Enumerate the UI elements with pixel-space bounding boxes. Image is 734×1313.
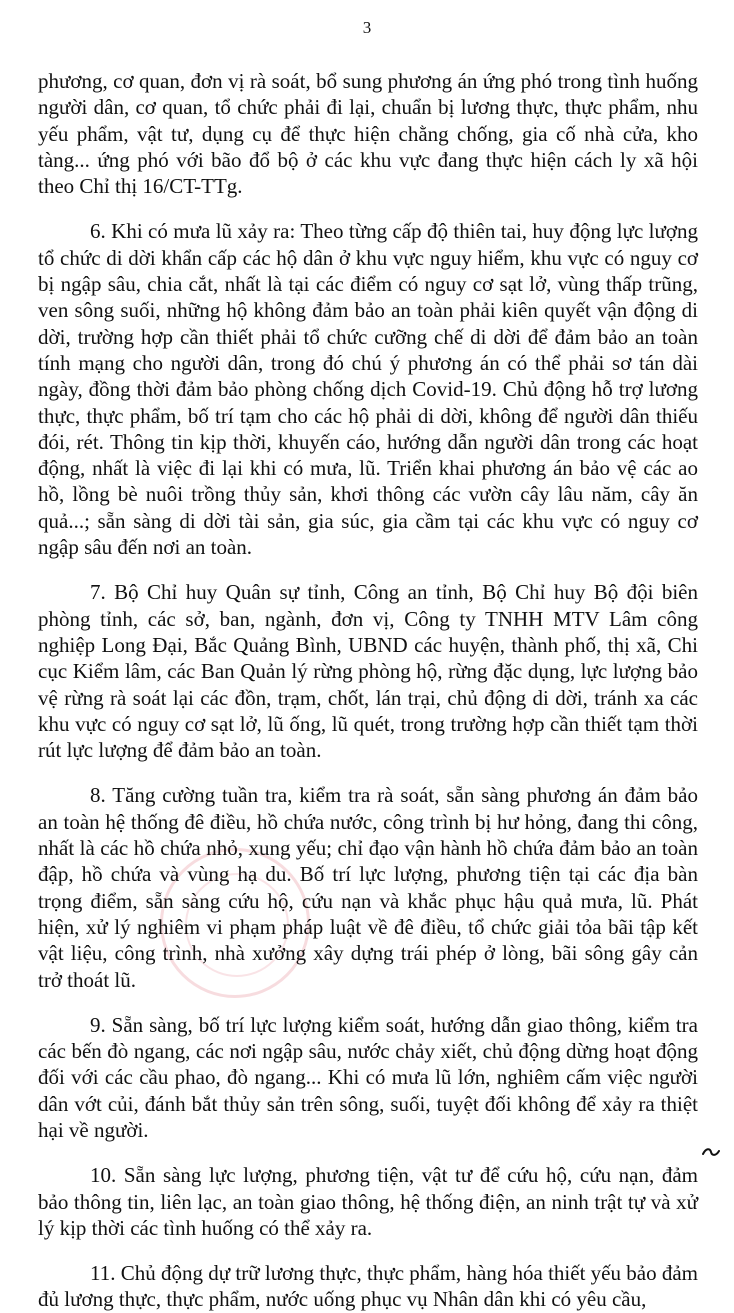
paragraph-item-8: 8. Tăng cường tuần tra, kiểm tra rà soát, sẵn sàng phương án đảm bảo an toàn hệ thống đê điều, hồ chứa nước, công trình bị hư hỏng, đang thi công, nhất là các hồ chứa nhỏ, xung yếu; chỉ đạo vận hành hồ chứa đảm bảo an toàn đập, hồ chứa và vùng hạ du. Bố trí lực lượng, phương tiện tại các địa bàn trọng điểm, sẵn sàng cứu hộ, cứu nạn và khắc phục hậu quả mưa, lũ. Phát hiện, xử lý nghiêm vi phạm pháp luật về đê điều, tổ chức giải tỏa bãi tập kết vật liệu, công trình, nhà xưởng xây dựng trái phép ở lòng, bãi sông gây cản trở thoát lũ. bbox=[38, 783, 698, 992]
paragraph-item-10: 10. Sẵn sàng lực lượng, phương tiện, vật tư để cứu hộ, cứu nạn, đảm bảo thông tin, liên lạc, an toàn giao thông, hệ thống điện, an ninh trật tự và xử lý kịp thời các tình huống có thể xảy ra. bbox=[38, 1163, 698, 1240]
paragraph-item-11: 11. Chủ động dự trữ lương thực, thực phẩm, hàng hóa thiết yếu bảo đảm đủ lương thực, thực phẩm, nước uống phục vụ Nhân dân khi có yêu cầu, bbox=[38, 1261, 698, 1312]
paragraph-item-9: 9. Sẵn sàng, bố trí lực lượng kiểm soát, hướng dẫn giao thông, kiểm tra các bến đò ngang, các nơi ngập sâu, nước chảy xiết, chủ động dừng hoạt động đối với các cầu phao, đò ngang... Khi có mưa lũ lớn, nghiêm cấm việc người dân vớt củi, đánh bắt thủy sản trên sông, suối, tuyệt đối không để xảy ra thiệt hại về người. bbox=[38, 1012, 698, 1142]
document-body bbox=[38, 68, 698, 1313]
page-number: 3 bbox=[362, 18, 372, 37]
paragraph-item-6: 6. Khi có mưa lũ xảy ra: Theo từng cấp độ thiên tai, huy động lực lượng tổ chức di dời khẩn cấp các hộ dân ở khu vực nguy hiểm, khu vực có nguy cơ bị ngập sâu, chia cắt, nhất là tại các điểm có nguy cơ sạt lở, vùng thấp trũng, ven sông suối, những hộ không đảm bảo an toàn phải kiên quyết vận động di dời, trường hợp cần thiết phải tổ chức cưỡng chế di dời để đảm bảo an toàn tính mạng cho người dân, trong đó chú ý phương án có thể phải sơ tán dài ngày, đồng thời đảm bảo phòng chống dịch Covid-19. Chủ động hỗ trợ lương thực, thực phẩm, bố trí tạm cho các hộ phải di dời, không để người dân thiếu đói, rét. Thông tin kịp thời, khuyến cáo, hướng dẫn người dân trong các hoạt động, nhất là việc đi lại khi có mưa, lũ. Triển khai phương án bảo vệ các ao hồ, lồng bè nuôi trồng thủy sản, khơi thông các vườn cây lâu năm, cây ăn quả...; sẵn sàng di dời tài sản, gia súc, gia cầm tại các khu vực có nguy cơ ngập sâu đến nơi an toàn. bbox=[38, 219, 698, 560]
paragraph-item-7: 7. Bộ Chỉ huy Quân sự tỉnh, Công an tỉnh, Bộ Chỉ huy Bộ đội biên phòng tỉnh, các sở, ban, ngành, đơn vị, Công ty TNHH MTV Lâm công nghiệp Long Đại, Bắc Quảng Bình, UBND các huyện, thành phố, thị xã, Chi cục Kiểm lâm, các Ban Quản lý rừng phòng hộ, rừng đặc dụng, lực lượng bảo vệ rừng rà soát lại các đồn, trạm, chốt, lán trại, chủ động di dời, tránh xa các khu vực có nguy cơ sạt lở, lũ ống, lũ quét, trong trường hợp cần thiết tạm thời rút lực lượng để đảm bảo an toàn. bbox=[38, 580, 698, 763]
handwritten-mark-icon bbox=[702, 1146, 720, 1158]
paragraph-continuation: phương, cơ quan, đơn vị rà soát, bổ sung phương án ứng phó trong tình huống người dân, cơ quan, tổ chức phải đi lại, chuẩn bị lương thực, thực phẩm, nhu yếu phẩm, vật tư, dụng cụ để thực hiện chằng chống, gia cố nhà cửa, kho tàng... ứng phó với bão đổ bộ ở các khu vực đang thực hiện cách ly xã hội theo Chỉ thị 16/CT-TTg. bbox=[38, 69, 698, 199]
